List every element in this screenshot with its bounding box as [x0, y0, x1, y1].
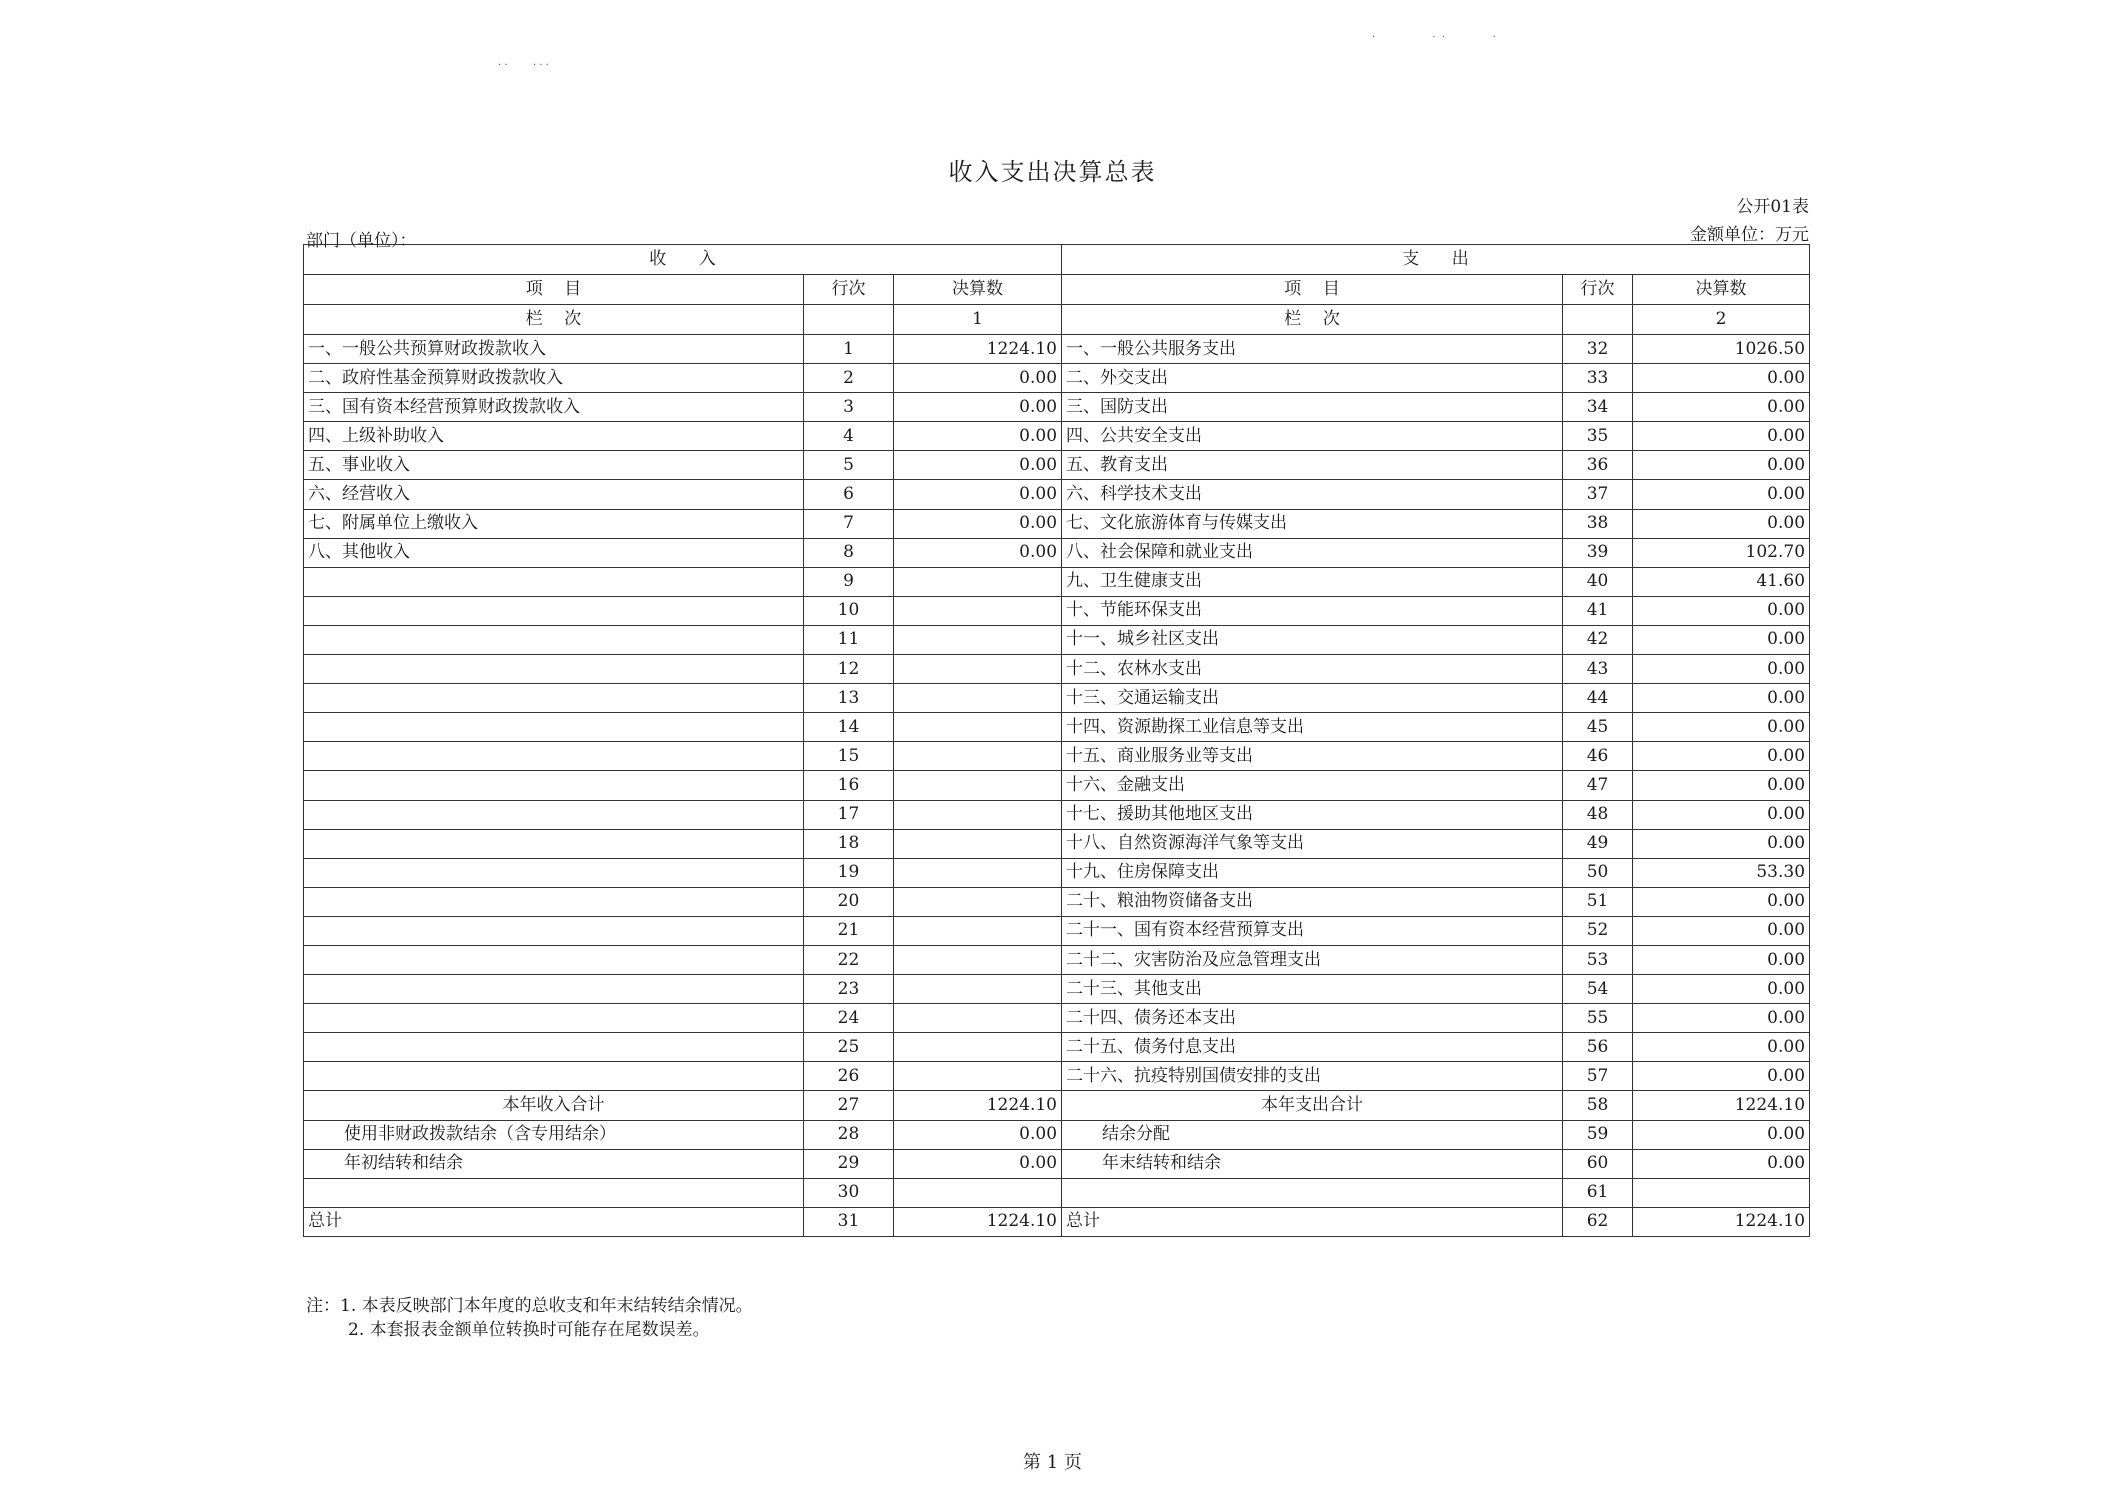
income-item-cell — [304, 945, 804, 974]
expense-item-cell: 五、教育支出 — [1062, 451, 1563, 480]
income-rowno-cell: 6 — [804, 480, 894, 509]
income-amount-cell: 0.00 — [894, 480, 1062, 509]
table-row — [304, 538, 1810, 567]
table-row — [304, 684, 1810, 713]
income-item-cell — [304, 684, 804, 713]
expense-item-cell — [1062, 1178, 1563, 1207]
income-item-cell: 二、政府性基金预算财政拨款收入 — [304, 364, 804, 393]
income-item-cell: 四、上级补助收入 — [304, 422, 804, 451]
expense-item-cell: 总计 — [1062, 1207, 1563, 1236]
table-row — [304, 975, 1810, 1004]
table-row — [304, 829, 1810, 858]
expense-rowno-cell: 42 — [1563, 625, 1633, 654]
extra-row — [304, 1149, 1810, 1178]
expense-item-cell: 十三、交通运输支出 — [1062, 684, 1563, 713]
income-amount-cell — [894, 887, 1062, 916]
income-rowno-cell: 8 — [804, 538, 894, 567]
table-row — [304, 364, 1810, 393]
income-amount-cell: 1224.10 — [894, 335, 1062, 364]
empty-cell — [1563, 305, 1633, 335]
income-amount-cell: 0.00 — [894, 538, 1062, 567]
table-row — [304, 800, 1810, 829]
income-item-cell: 本年收入合计 — [304, 1091, 804, 1120]
expense-amount-cell: 0.00 — [1633, 451, 1810, 480]
table-row — [304, 887, 1810, 916]
table-row — [304, 625, 1810, 654]
note-2: 2. 本套报表金额单位转换时可能存在尾数误差。 — [348, 1320, 710, 1340]
income-item-cell: 八、其他收入 — [304, 538, 804, 567]
extra-row — [304, 1178, 1810, 1207]
notes — [306, 1294, 753, 1342]
expense-item-cell: 十六、金融支出 — [1062, 771, 1563, 800]
expense-rowno-cell: 40 — [1563, 567, 1633, 596]
income-amount-cell — [894, 975, 1062, 1004]
income-amount-cell — [894, 771, 1062, 800]
expense-amount-cell: 0.00 — [1633, 393, 1810, 422]
expense-item-cell: 二十三、其他支出 — [1062, 975, 1563, 1004]
expense-rowno-cell: 58 — [1563, 1091, 1633, 1120]
expense-item-cell: 十九、住房保障支出 — [1062, 858, 1563, 887]
expense-rowno-cell: 34 — [1563, 393, 1633, 422]
income-rowno-cell: 19 — [804, 858, 894, 887]
expense-amount-cell: 0.00 — [1633, 800, 1810, 829]
expense-amount-cell: 0.00 — [1633, 742, 1810, 771]
income-item-cell: 六、经营收入 — [304, 480, 804, 509]
table-row — [304, 596, 1810, 625]
income-rowno-cell: 21 — [804, 916, 894, 945]
note-1: 注：1. 本表反映部门本年度的总收支和年末结转结余情况。 — [306, 1296, 753, 1316]
income-rowno-cell: 20 — [804, 887, 894, 916]
expense-item-cell: 十、节能环保支出 — [1062, 596, 1563, 625]
department-label: 部门（单位）： — [306, 231, 417, 251]
expense-rowno-cell: 60 — [1563, 1149, 1633, 1178]
income-item-header: 项 目 — [304, 275, 804, 305]
income-amount-cell — [894, 858, 1062, 887]
income-item-cell — [304, 858, 804, 887]
income-rowno-cell: 15 — [804, 742, 894, 771]
expense-rowno-cell: 38 — [1563, 509, 1633, 538]
expense-rowno-header: 行次 — [1563, 275, 1633, 305]
income-item-cell: 年初结转和结余 — [304, 1149, 804, 1178]
table-row — [304, 567, 1810, 596]
expense-col-no: 2 — [1633, 305, 1810, 335]
income-item-cell — [304, 567, 804, 596]
table-row — [304, 509, 1810, 538]
page-number: 第 1 页 — [1023, 1452, 1082, 1473]
total-row — [304, 1207, 1810, 1236]
expense-item-cell: 二十一、国有资本经营预算支出 — [1062, 916, 1563, 945]
expense-column-label: 栏 次 — [1062, 305, 1563, 335]
expense-item-cell: 十二、农林水支出 — [1062, 655, 1563, 684]
expense-amount-cell: 1224.10 — [1633, 1207, 1810, 1236]
expense-rowno-cell: 45 — [1563, 713, 1633, 742]
expense-amount-cell: 102.70 — [1633, 538, 1810, 567]
income-item-cell: 总计 — [304, 1207, 804, 1236]
income-item-cell: 七、附属单位上缴收入 — [304, 509, 804, 538]
table-row — [304, 858, 1810, 887]
expense-amount-cell: 0.00 — [1633, 1149, 1810, 1178]
income-item-cell — [304, 771, 804, 800]
expense-item-cell: 三、国防支出 — [1062, 393, 1563, 422]
table-row — [304, 335, 1810, 364]
expense-amount-cell: 0.00 — [1633, 364, 1810, 393]
income-rowno-cell: 9 — [804, 567, 894, 596]
income-rowno-cell: 24 — [804, 1004, 894, 1033]
income-rowno-cell: 31 — [804, 1207, 894, 1236]
expense-amount-cell: 0.00 — [1633, 422, 1810, 451]
expense-amount-cell: 0.00 — [1633, 655, 1810, 684]
table-row — [304, 655, 1810, 684]
expense-rowno-cell: 51 — [1563, 887, 1633, 916]
expense-rowno-cell: 54 — [1563, 975, 1633, 1004]
expense-amount-cell: 53.30 — [1633, 858, 1810, 887]
table-row — [304, 916, 1810, 945]
income-item-cell — [304, 1033, 804, 1062]
income-item-cell: 五、事业收入 — [304, 451, 804, 480]
expense-rowno-cell: 47 — [1563, 771, 1633, 800]
income-rowno-cell: 10 — [804, 596, 894, 625]
expense-amount-cell: 0.00 — [1633, 829, 1810, 858]
income-rowno-cell: 28 — [804, 1120, 894, 1149]
expense-item-cell: 二十五、债务付息支出 — [1062, 1033, 1563, 1062]
expense-item-cell: 二十、粮油物资储备支出 — [1062, 887, 1563, 916]
income-rowno-header: 行次 — [804, 275, 894, 305]
expense-item-cell: 七、文化旅游体育与传媒支出 — [1062, 509, 1563, 538]
income-amount-cell: 0.00 — [894, 1149, 1062, 1178]
expense-amount-cell: 1224.10 — [1633, 1091, 1810, 1120]
expense-amount-cell: 0.00 — [1633, 916, 1810, 945]
form-code: 公开01表 — [1736, 197, 1809, 217]
income-amount-cell — [894, 684, 1062, 713]
table-row — [304, 480, 1810, 509]
income-rowno-cell: 23 — [804, 975, 894, 1004]
income-item-cell — [304, 916, 804, 945]
expense-rowno-cell: 59 — [1563, 1120, 1633, 1149]
expense-item-cell: 二十六、抗疫特别国债安排的支出 — [1062, 1062, 1563, 1091]
expense-item-cell: 四、公共安全支出 — [1062, 422, 1563, 451]
table-row — [304, 1004, 1810, 1033]
income-amount-cell: 0.00 — [894, 1120, 1062, 1149]
income-item-cell — [304, 596, 804, 625]
expense-item-cell: 二十四、债务还本支出 — [1062, 1004, 1563, 1033]
income-rowno-cell: 4 — [804, 422, 894, 451]
expense-item-cell: 六、科学技术支出 — [1062, 480, 1563, 509]
income-item-cell — [304, 975, 804, 1004]
expense-item-cell: 十七、援助其他地区支出 — [1062, 800, 1563, 829]
expense-amount-cell: 0.00 — [1633, 1120, 1810, 1149]
income-item-cell — [304, 625, 804, 654]
expense-item-cell: 一、一般公共服务支出 — [1062, 335, 1563, 364]
income-section-header: 收 入 — [304, 245, 1062, 275]
table-row — [304, 1062, 1810, 1091]
income-amount-cell — [894, 1178, 1062, 1207]
income-amount-cell — [894, 625, 1062, 654]
income-amount-cell — [894, 1004, 1062, 1033]
expense-amount-cell: 0.00 — [1633, 945, 1810, 974]
income-item-cell — [304, 1004, 804, 1033]
expense-item-header: 项 目 — [1062, 275, 1563, 305]
expense-item-cell: 二、外交支出 — [1062, 364, 1563, 393]
table-row — [304, 1033, 1810, 1062]
income-item-cell — [304, 800, 804, 829]
expense-item-cell: 十四、资源勘探工业信息等支出 — [1062, 713, 1563, 742]
income-rowno-cell: 17 — [804, 800, 894, 829]
table-row — [304, 771, 1810, 800]
expense-amount-header: 决算数 — [1633, 275, 1810, 305]
expense-rowno-cell: 41 — [1563, 596, 1633, 625]
income-amount-cell — [894, 655, 1062, 684]
income-rowno-cell: 5 — [804, 451, 894, 480]
expense-rowno-cell: 61 — [1563, 1178, 1633, 1207]
income-amount-cell: 1224.10 — [894, 1207, 1062, 1236]
expense-item-cell: 本年支出合计 — [1062, 1091, 1563, 1120]
expense-rowno-cell: 50 — [1563, 858, 1633, 887]
expense-rowno-cell: 37 — [1563, 480, 1633, 509]
expense-amount-cell: 0.00 — [1633, 625, 1810, 654]
expense-section-header: 支 出 — [1062, 245, 1810, 275]
income-amount-cell — [894, 742, 1062, 771]
table-row — [304, 451, 1810, 480]
income-amount-cell: 0.00 — [894, 393, 1062, 422]
income-rowno-cell: 25 — [804, 1033, 894, 1062]
expense-item-cell: 十五、商业服务业等支出 — [1062, 742, 1563, 771]
expense-rowno-cell: 48 — [1563, 800, 1633, 829]
expense-rowno-cell: 36 — [1563, 451, 1633, 480]
scan-speck: · · · · — [1372, 32, 1496, 43]
expense-item-cell: 十八、自然资源海洋气象等支出 — [1062, 829, 1563, 858]
income-item-cell — [304, 1062, 804, 1091]
expense-rowno-cell: 33 — [1563, 364, 1633, 393]
expense-amount-cell: 0.00 — [1633, 509, 1810, 538]
expense-item-cell: 结余分配 — [1062, 1120, 1563, 1149]
income-amount-cell — [894, 916, 1062, 945]
expense-amount-cell: 0.00 — [1633, 1004, 1810, 1033]
expense-amount-cell: 0.00 — [1633, 713, 1810, 742]
expense-rowno-cell: 46 — [1563, 742, 1633, 771]
table-row — [304, 393, 1810, 422]
expense-item-cell: 九、卫生健康支出 — [1062, 567, 1563, 596]
income-expense-table — [303, 244, 1810, 1237]
expense-item-cell: 年末结转和结余 — [1062, 1149, 1563, 1178]
income-amount-cell — [894, 945, 1062, 974]
table-row — [304, 945, 1810, 974]
income-item-cell: 一、一般公共预算财政拨款收入 — [304, 335, 804, 364]
income-rowno-cell: 2 — [804, 364, 894, 393]
income-amount-cell — [894, 1033, 1062, 1062]
expense-rowno-cell: 39 — [1563, 538, 1633, 567]
income-amount-header: 决算数 — [894, 275, 1062, 305]
expense-rowno-cell: 55 — [1563, 1004, 1633, 1033]
income-rowno-cell: 11 — [804, 625, 894, 654]
income-amount-cell: 0.00 — [894, 422, 1062, 451]
expense-amount-cell: 1026.50 — [1633, 335, 1810, 364]
extra-row — [304, 1120, 1810, 1149]
income-item-cell — [304, 887, 804, 916]
expense-amount-cell: 0.00 — [1633, 771, 1810, 800]
income-rowno-cell: 12 — [804, 655, 894, 684]
income-amount-cell — [894, 800, 1062, 829]
income-amount-cell: 0.00 — [894, 509, 1062, 538]
expense-amount-cell: 0.00 — [1633, 887, 1810, 916]
expense-rowno-cell: 53 — [1563, 945, 1633, 974]
expense-amount-cell: 0.00 — [1633, 1033, 1810, 1062]
income-rowno-cell: 26 — [804, 1062, 894, 1091]
expense-rowno-cell: 32 — [1563, 335, 1633, 364]
expense-rowno-cell: 62 — [1563, 1207, 1633, 1236]
table-title: 收入支出决算总表 — [948, 158, 1157, 186]
expense-amount-cell: 0.00 — [1633, 684, 1810, 713]
income-col-no: 1 — [894, 305, 1062, 335]
expense-amount-cell — [1633, 1178, 1810, 1207]
income-item-cell — [304, 1178, 804, 1207]
expense-amount-cell: 0.00 — [1633, 975, 1810, 1004]
income-amount-cell — [894, 567, 1062, 596]
income-amount-cell: 0.00 — [894, 451, 1062, 480]
expense-item-cell: 十一、城乡社区支出 — [1062, 625, 1563, 654]
expense-rowno-cell: 44 — [1563, 684, 1633, 713]
empty-cell — [804, 305, 894, 335]
income-amount-cell: 1224.10 — [894, 1091, 1062, 1120]
income-rowno-cell: 22 — [804, 945, 894, 974]
expense-rowno-cell: 52 — [1563, 916, 1633, 945]
expense-item-cell: 二十二、灾害防治及应急管理支出 — [1062, 945, 1563, 974]
income-rowno-cell: 14 — [804, 713, 894, 742]
income-amount-cell: 0.00 — [894, 364, 1062, 393]
income-item-cell: 三、国有资本经营预算财政拨款收入 — [304, 393, 804, 422]
expense-amount-cell: 0.00 — [1633, 480, 1810, 509]
income-item-cell — [304, 829, 804, 858]
income-item-cell: 使用非财政拨款结余（含专用结余） — [304, 1120, 804, 1149]
income-rowno-cell: 1 — [804, 335, 894, 364]
income-amount-cell — [894, 596, 1062, 625]
expense-rowno-cell: 43 — [1563, 655, 1633, 684]
expense-rowno-cell: 49 — [1563, 829, 1633, 858]
expense-amount-cell: 0.00 — [1633, 1062, 1810, 1091]
income-rowno-cell: 18 — [804, 829, 894, 858]
table-row — [304, 422, 1810, 451]
income-amount-cell — [894, 1062, 1062, 1091]
income-rowno-cell: 27 — [804, 1091, 894, 1120]
scan-speck: · · · · · — [498, 60, 549, 71]
income-item-cell — [304, 655, 804, 684]
income-rowno-cell: 13 — [804, 684, 894, 713]
subtotal-row — [304, 1091, 1810, 1120]
income-rowno-cell: 16 — [804, 771, 894, 800]
expense-amount-cell: 0.00 — [1633, 596, 1810, 625]
expense-rowno-cell: 56 — [1563, 1033, 1633, 1062]
income-amount-cell — [894, 829, 1062, 858]
income-column-label: 栏 次 — [304, 305, 804, 335]
expense-rowno-cell: 57 — [1563, 1062, 1633, 1091]
income-amount-cell — [894, 713, 1062, 742]
expense-rowno-cell: 35 — [1563, 422, 1633, 451]
table-row — [304, 742, 1810, 771]
expense-item-cell: 八、社会保障和就业支出 — [1062, 538, 1563, 567]
expense-amount-cell: 41.60 — [1633, 567, 1810, 596]
income-rowno-cell: 7 — [804, 509, 894, 538]
income-rowno-cell: 3 — [804, 393, 894, 422]
amount-unit: 金额单位：万元 — [1690, 225, 1809, 245]
income-rowno-cell: 30 — [804, 1178, 894, 1207]
income-item-cell — [304, 713, 804, 742]
income-item-cell — [304, 742, 804, 771]
income-rowno-cell: 29 — [804, 1149, 894, 1178]
table-row — [304, 713, 1810, 742]
